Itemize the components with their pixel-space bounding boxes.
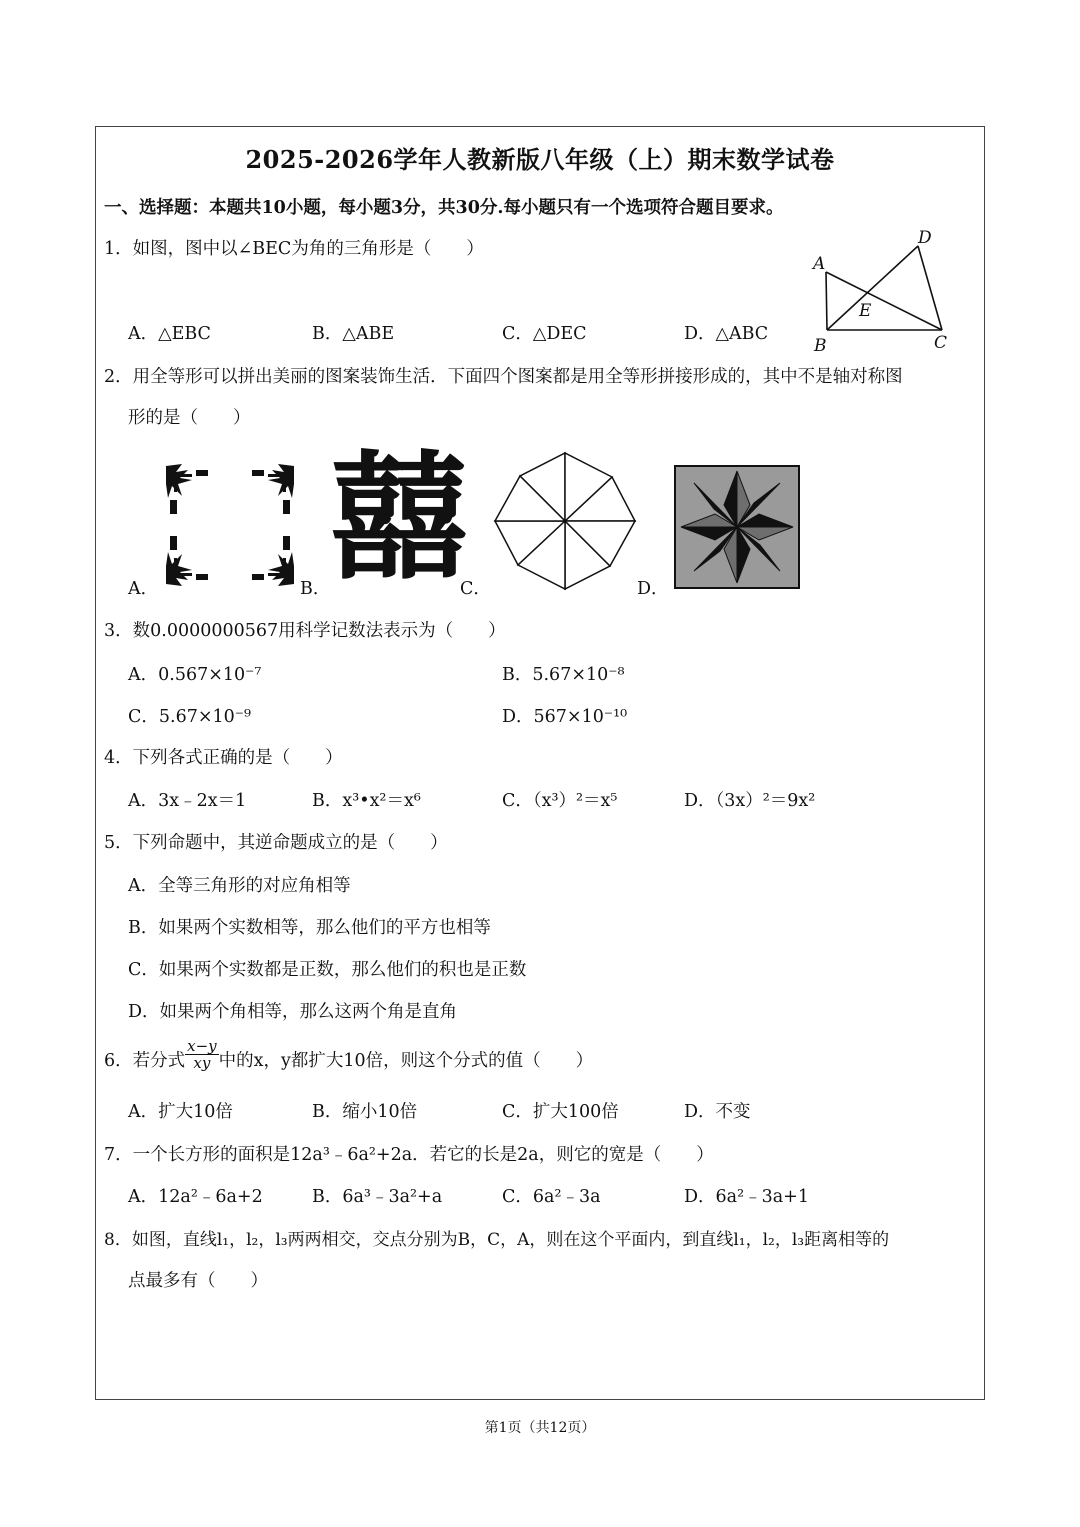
q5-option-d: D．如果两个角相等，那么这两个角是直角 [128, 1002, 458, 1022]
q2-option-b: B． [300, 579, 331, 599]
q5-stem: 5．下列命题中，其逆命题成立的是（ ） [104, 833, 448, 853]
q3-option-a: A．0.567×10⁻⁷ [128, 665, 262, 685]
pattern-d-star-square [674, 465, 800, 589]
q4-stem: 4．下列各式正确的是（ ） [104, 748, 343, 768]
q4-option-c: C．（x³）²＝x⁵ [502, 791, 618, 811]
q6-stem [104, 1037, 594, 1072]
pattern-c-pinwheel [492, 451, 638, 591]
q2-option-c: C． [460, 579, 491, 599]
q3-option-b: B．5.67×10⁻⁸ [502, 665, 625, 685]
label-d: D [918, 228, 932, 248]
q3-option-d: D．567×10⁻¹⁰ [502, 707, 628, 727]
q6-option-d: D．不变 [684, 1102, 751, 1122]
label-e: E [859, 301, 872, 321]
q7-option-d: D．6a²﹣3a+1 [684, 1187, 809, 1207]
q7-option-a: A．12a²﹣6a+2 [128, 1187, 263, 1207]
page-footer: 第1页（共12页） [484, 1420, 596, 1436]
q5-option-a: A．全等三角形的对应角相等 [128, 876, 351, 896]
q1-triangle-figure [805, 222, 955, 357]
q4-option-a: A．3x﹣2x＝1 [128, 791, 247, 811]
q3-option-c: C．5.67×10⁻⁹ [128, 707, 252, 727]
q4-option-d: D．（3x）²＝9x² [684, 791, 816, 811]
q6-option-b: B．缩小10倍 [312, 1102, 418, 1122]
q7-option-b: B．6a³﹣3a²+a [312, 1187, 443, 1207]
q6-numerator: x−y [187, 1037, 217, 1055]
q2-option-d: D． [637, 579, 669, 599]
q8-stem-line2: 点最多有（ ） [128, 1271, 268, 1291]
q6-option-c: C．扩大100倍 [502, 1102, 619, 1122]
q6-option-a: A．扩大10倍 [128, 1102, 233, 1122]
q1-option-b: B．△ABE [312, 324, 395, 344]
q6-stem-pre: 6．若分式 [104, 1051, 186, 1071]
pattern-b-double-happiness: 囍 [330, 438, 469, 599]
label-c: C [934, 333, 948, 353]
q6-fraction [185, 1038, 219, 1071]
q7-stem: 7．一个长方形的面积是12a³﹣6a²+2a．若它的长是2a，则它的宽是（ ） [104, 1145, 714, 1165]
q1-stem: 1．如图，图中以∠BEC为角的三角形是（ ） [104, 239, 484, 259]
q4-option-b: B．x³•x²＝x⁶ [312, 791, 421, 811]
q2-stem-line1: 2．用全等形可以拼出美丽的图案装饰生活．下面四个图案都是用全等形拼接形成的，其中不是轴对称图 [104, 367, 903, 387]
q8-stem-line1: 8．如图，直线l₁，l₂，l₃两两相交，交点分别为B，C，A，则在这个平面内，到直线l₁，l₂，l₃距离相等的 [104, 1230, 890, 1250]
q2-option-a: A． [128, 579, 159, 599]
q6-denominator: xy [193, 1054, 211, 1072]
q5-option-b: B．如果两个实数相等，那么他们的平方也相等 [128, 918, 491, 938]
q1-option-a: A．△EBC [128, 324, 211, 344]
pattern-a-corner-ornaments [162, 462, 298, 588]
q7-option-c: C．6a²﹣3a [502, 1187, 601, 1207]
exam-title: 2025-2026学年人教新版八年级（上）期末数学试卷 [245, 145, 835, 174]
q2-stem-line2: 形的是（ ） [128, 408, 251, 428]
q6-stem-post: 中的x，y都扩大10倍，则这个分式的值（ ） [218, 1051, 594, 1071]
q3-stem: 3．数0.0000000567用科学记数法表示为（ ） [104, 621, 506, 641]
q1-option-c: C．△DEC [502, 324, 587, 344]
q5-option-c: C．如果两个实数都是正数，那么他们的积也是正数 [128, 960, 527, 980]
section-heading: 一、选择题：本题共10小题，每小题3分，共30分.每小题只有一个选项符合题目要求。 [104, 198, 784, 218]
label-b: B [814, 336, 827, 356]
q1-option-d: D．△ABC [684, 324, 769, 344]
label-a: A [813, 254, 826, 274]
